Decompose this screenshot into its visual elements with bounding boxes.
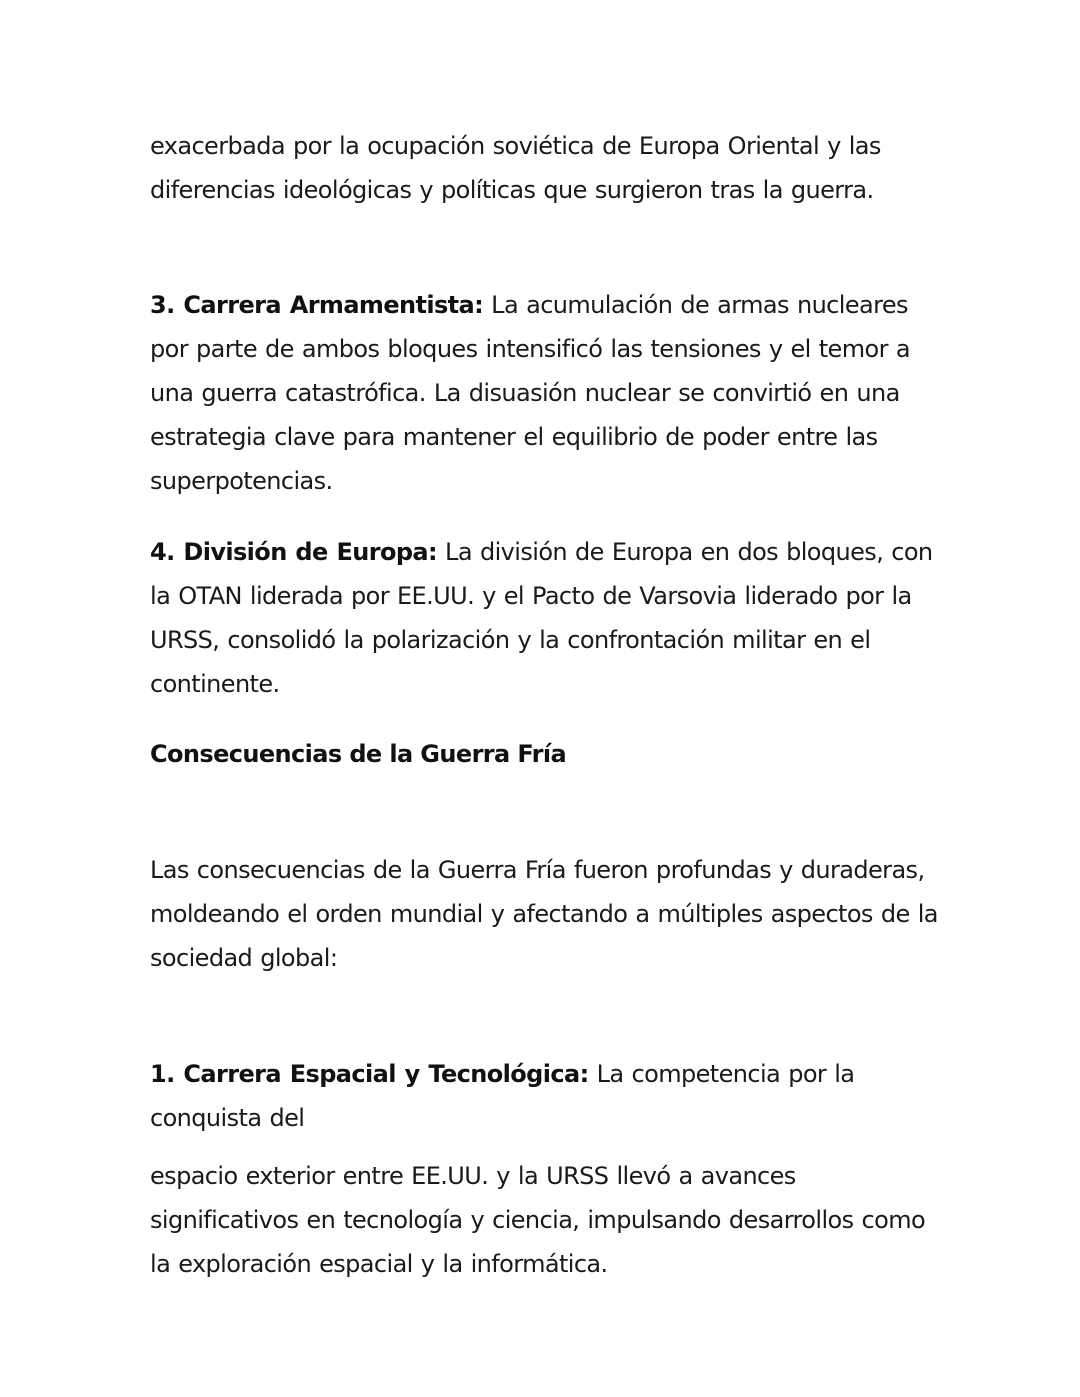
section-heading: Consecuencias de la Guerra Fría [150,740,567,768]
point-arms-race [150,283,940,503]
point-arms-race-label: 3. Carrera Armamentista: [150,291,484,319]
point-arms-race-text: La acumulación de armas nucleares por parte de ambos bloques intensificó las tensiones y el temor a una guerra catastrófica. La disuasión nuclear se convirtió en una estrategia clave para mantener el equilibrio de poder entre las superpotencias. [150,291,910,495]
point-europe-division-label: 4. División de Europa: [150,538,438,566]
point-europe-division-text: La división de Europa en dos bloques, con la OTAN liderada por EE.UU. y el Pacto de Varsovia liderado por la URSS, consolidó la polarización y la confrontación militar en el continente. [150,538,933,698]
consequence-space-race-text-first: La competencia por la conquista del [150,1060,855,1132]
consequence-space-race-label: 1. Carrera Espacial y Tecnológica: [150,1060,589,1088]
consequence-space-race-first-line [150,1052,940,1140]
point-europe-division [150,530,940,706]
consequences-intro: Las consecuencias de la Guerra Fría fueron profundas y duraderas, moldeando el orden mundial y afectando a múltiples aspectos de la sociedad global: [150,856,938,972]
paragraph-intro-tail: exacerbada por la ocupación soviética de Europa Oriental y las diferencias ideológicas y políticas que surgieron tras la guerra. [150,132,881,204]
consequence-space-race-text-rest: espacio exterior entre EE.UU. y la URSS llevó a avances significativos en tecnología y ciencia, impulsando desarrollos como la exploración espacial y la informática. [150,1162,926,1278]
consequence-space-race [150,1052,940,1286]
